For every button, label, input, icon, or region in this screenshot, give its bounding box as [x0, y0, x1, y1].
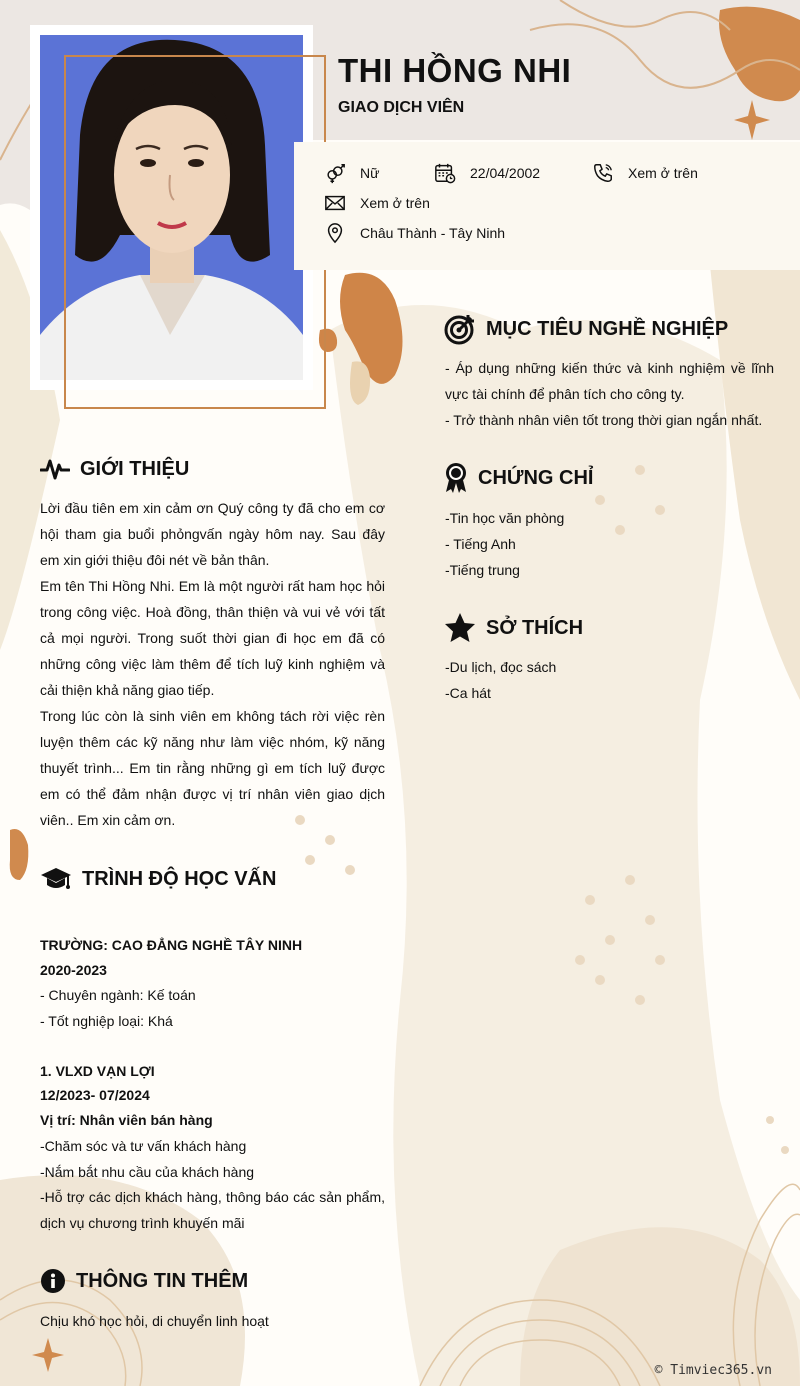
objective-heading — [444, 313, 728, 345]
intro-paragraph-3: Trong lúc còn là sinh viên em không tách rời việc rèn luyện thêm các kỹ năng như làm việc nhóm, kỹ năng thuyết trình... Em tin rằng những gì em tích luỹ được em có thể đảm nhận được vị trí nhân viên giao dịch viên.. Em xin cảm ơn. — [40, 708, 385, 828]
certificate-item: -Tiếng trung — [445, 562, 520, 578]
education-title: TRÌNH ĐỘ HỌC VẤN — [82, 867, 277, 890]
education-heading — [40, 866, 276, 892]
gender-value: Nữ — [360, 165, 380, 181]
hobby-item: -Du lịch, đọc sách — [445, 659, 557, 675]
intro-heading — [40, 456, 189, 482]
contact-box — [294, 142, 800, 270]
calendar-icon — [434, 162, 456, 184]
target-icon — [444, 313, 476, 345]
heartbeat-icon — [40, 456, 70, 482]
certificate-item: - Tiếng Anh — [445, 536, 516, 552]
location-pin-icon — [324, 222, 346, 244]
job-task: -Chăm sóc và tư vấn khách hàng — [40, 1138, 247, 1154]
contact-email — [324, 192, 430, 214]
award-medal-icon — [444, 462, 468, 494]
job-task: -Nắm bắt nhu cầu của khách hàng — [40, 1164, 255, 1180]
job-period: 12/2023- 07/2024 — [40, 1087, 150, 1103]
email-value: Xem ở trên — [360, 195, 430, 211]
certificates-heading — [444, 462, 593, 494]
candidate-role: GIAO DỊCH VIÊN — [338, 99, 465, 116]
job-task: -Hỗ trợ các dịch khách hàng, thông báo các sản phẩm, dịch vụ chương trình khuyến mãi — [40, 1189, 385, 1231]
certificates-title: CHỨNG CHỈ — [478, 466, 594, 489]
certificate-item: -Tin học văn phòng — [445, 510, 565, 526]
birthday-value: 22/04/2002 — [470, 165, 541, 181]
objective-text: - Áp dụng những kiến thức và kinh nghiệm về lĩnh vực tài chính để phân tích cho công ty. — [445, 360, 774, 402]
gender-icon — [324, 162, 346, 184]
education-grade: - Tốt nghiệp loại: Khá — [40, 1013, 173, 1029]
contact-gender — [324, 162, 379, 184]
hobbies-heading — [444, 612, 583, 644]
photo-accent-border — [64, 55, 326, 409]
contact-birthday — [434, 162, 540, 184]
phone-icon — [592, 162, 614, 184]
copyright-footer: © Timviec365.vn — [654, 1363, 772, 1378]
objective-text-2: - Trở thành nhân viên tốt trong thời gian ngắn nhất. — [445, 412, 763, 428]
address-value: Châu Thành - Tây Ninh — [360, 225, 506, 241]
objective-title: MỤC TIÊU NGHỀ NGHIỆP — [486, 317, 729, 340]
education-years: 2020-2023 — [40, 962, 107, 978]
mail-icon — [324, 192, 346, 214]
star-icon — [444, 612, 476, 644]
job-company: 1. VLXD VẠN LỢI — [40, 1063, 155, 1079]
contact-phone — [592, 162, 698, 184]
education-school: TRƯỜNG: CAO ĐẲNG NGHỀ TÂY NINH — [40, 937, 303, 953]
contact-address — [324, 222, 505, 244]
info-icon — [40, 1268, 66, 1294]
candidate-name: THI HỒNG NHI — [338, 52, 572, 89]
extra-info-title: THÔNG TIN THÊM — [76, 1269, 249, 1292]
hobby-item: -Ca hát — [445, 685, 491, 701]
extra-info-text: Chịu khó học hỏi, di chuyển linh hoạt — [40, 1313, 269, 1329]
education-major: - Chuyên ngành: Kế toán — [40, 987, 196, 1003]
intro-paragraph-2: Em tên Thi Hồng Nhi. Em là một người rất ham học hỏi trong công việc. Hoà đồng, thân thiện và vui vẻ với tất cả mọi người. Trong suốt thời gian đi học em đã có những công việc làm thêm để tích luỹ kinh nghiệm và cải thiện khả năng giao tiếp. — [40, 578, 385, 698]
phone-value: Xem ở trên — [628, 165, 698, 181]
extra-info-heading — [40, 1268, 248, 1294]
intro-title: GIỚI THIỆU — [80, 457, 190, 480]
hobbies-title: SỞ THÍCH — [486, 616, 584, 639]
job-position: Vị trí: Nhân viên bán hàng — [40, 1112, 213, 1128]
intro-paragraph-1: Lời đầu tiên em xin cảm ơn Quý công ty đã cho em cơ hội tham gia buổi phỏngvấn ngày hôm nay. Sau đây em xin giới thiệu đôi nét về bản thân. — [40, 500, 385, 568]
graduation-cap-icon — [40, 866, 72, 892]
